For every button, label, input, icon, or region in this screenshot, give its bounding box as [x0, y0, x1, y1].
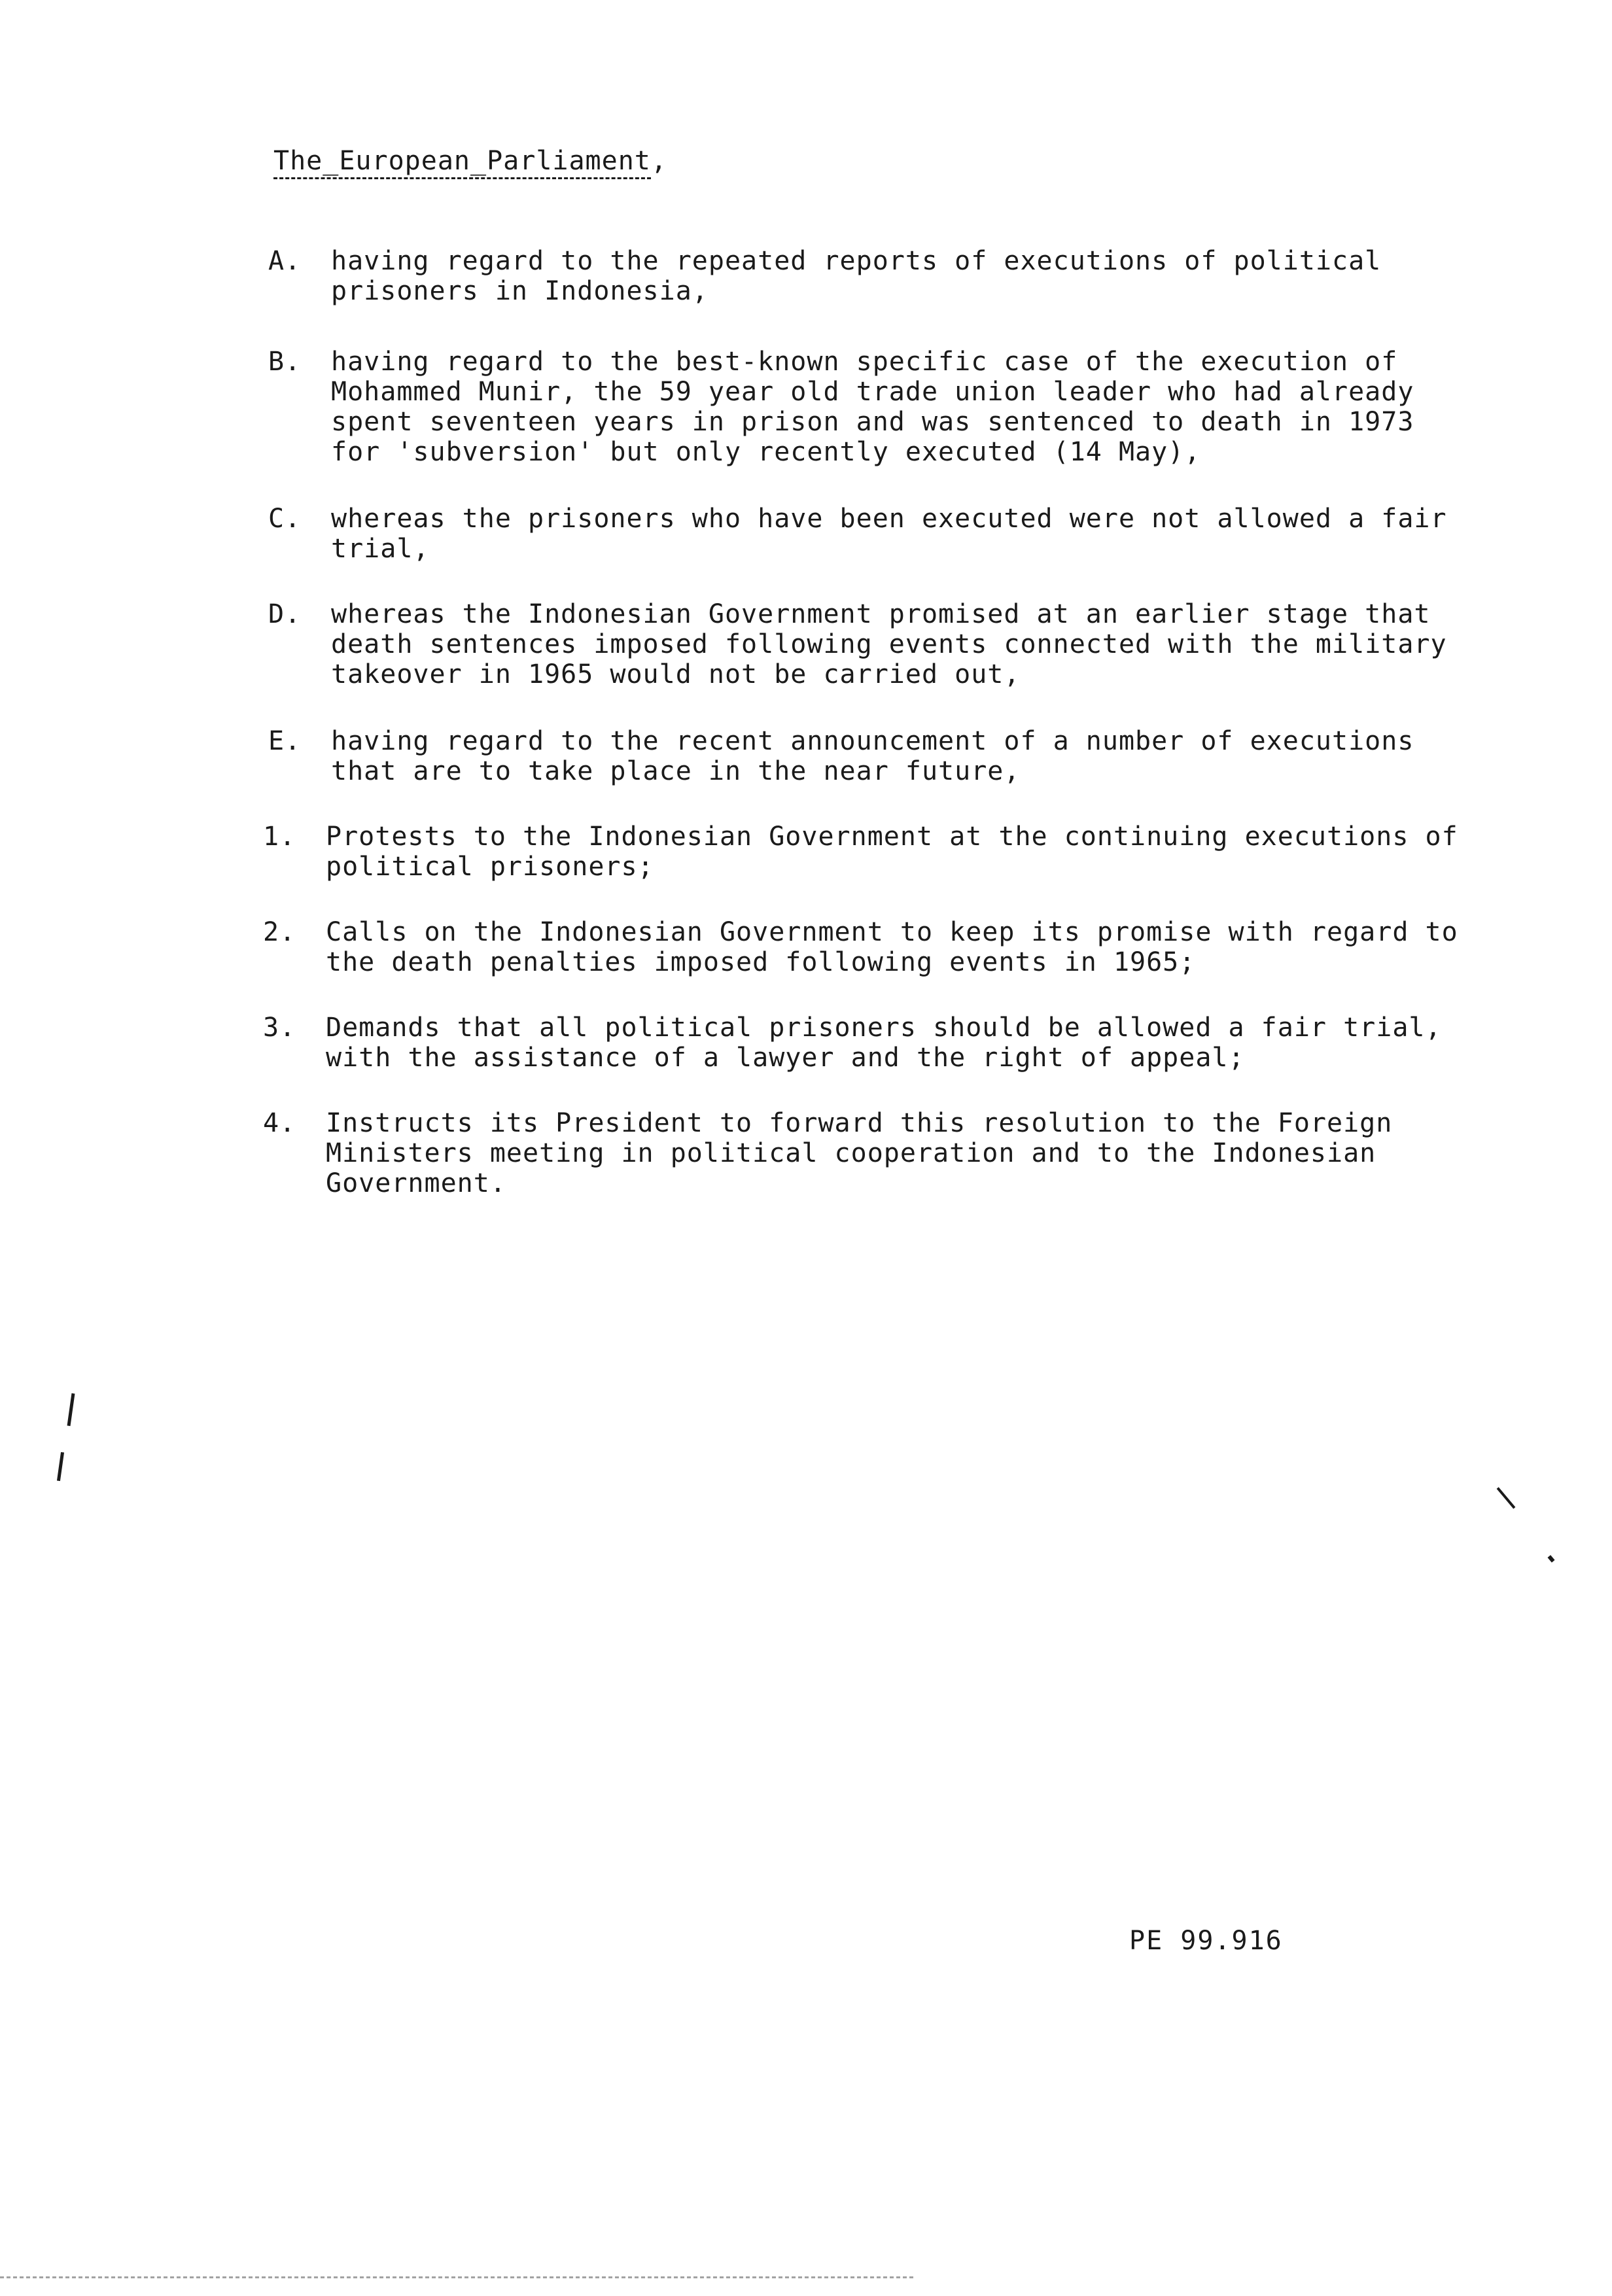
recital-text: having regard to the best-known specific case of the execution of Mohammed Munir, the 59 year old trade union leader who had already spent seventeen years in prison and was sentenced to death in 1973 for 'subversion' but only recently executed (14 May),: [331, 347, 1414, 467]
recital-marker: D.: [268, 599, 302, 629]
recital-marker: A.: [268, 246, 302, 276]
recital-text: having regard to the recent announcement of a number of executions that are to take place in the near future,: [331, 726, 1414, 786]
operative-text: Demands that all political prisoners should be allowed a fair trial, with the assistance of a lawyer and the right of appeal;: [326, 1013, 1442, 1073]
operative-marker: 4.: [263, 1108, 296, 1138]
operative-text: Instructs its President to forward this resolution to the Foreign Ministers meeting in political cooperation and to the Indonesian Government.: [326, 1108, 1393, 1198]
heading-suffix: ,: [650, 146, 667, 176]
operative-marker: 3.: [263, 1013, 296, 1043]
operative-text: Calls on the Indonesian Government to keep its promise with regard to the death penalties imposed following events in 1965;: [326, 917, 1458, 977]
recital-marker: B.: [268, 347, 302, 377]
operative-marker: 2.: [263, 917, 296, 947]
scan-mark-left-2: [57, 1452, 64, 1481]
operative-marker: 1.: [263, 822, 296, 852]
recital-text: whereas the Indonesian Government promised at an earlier stage that death sentences imposed following events connected with the military takeover in 1965 would not be carried out,: [331, 599, 1447, 689]
scan-mark-right-1: [1497, 1487, 1516, 1508]
recital-marker: E.: [268, 726, 302, 756]
recital-text: whereas the prisoners who have been executed were not allowed a fair trial,: [331, 504, 1447, 564]
scan-mark-left-1: [67, 1393, 75, 1426]
recital-text: having regard to the repeated reports of executions of political prisoners in Indonesia,: [331, 246, 1382, 306]
recital-marker: C.: [268, 504, 302, 534]
scan-bottom-edge: [0, 2276, 916, 2278]
document-reference: PE 99.916: [1129, 1926, 1283, 1956]
scan-mark-right-2: [1547, 1555, 1554, 1563]
operative-text: Protests to the Indonesian Government at the continuing executions of political prisoners;: [326, 822, 1458, 882]
heading-title: The_European_Parliament: [273, 146, 651, 179]
document-heading: [273, 145, 667, 177]
